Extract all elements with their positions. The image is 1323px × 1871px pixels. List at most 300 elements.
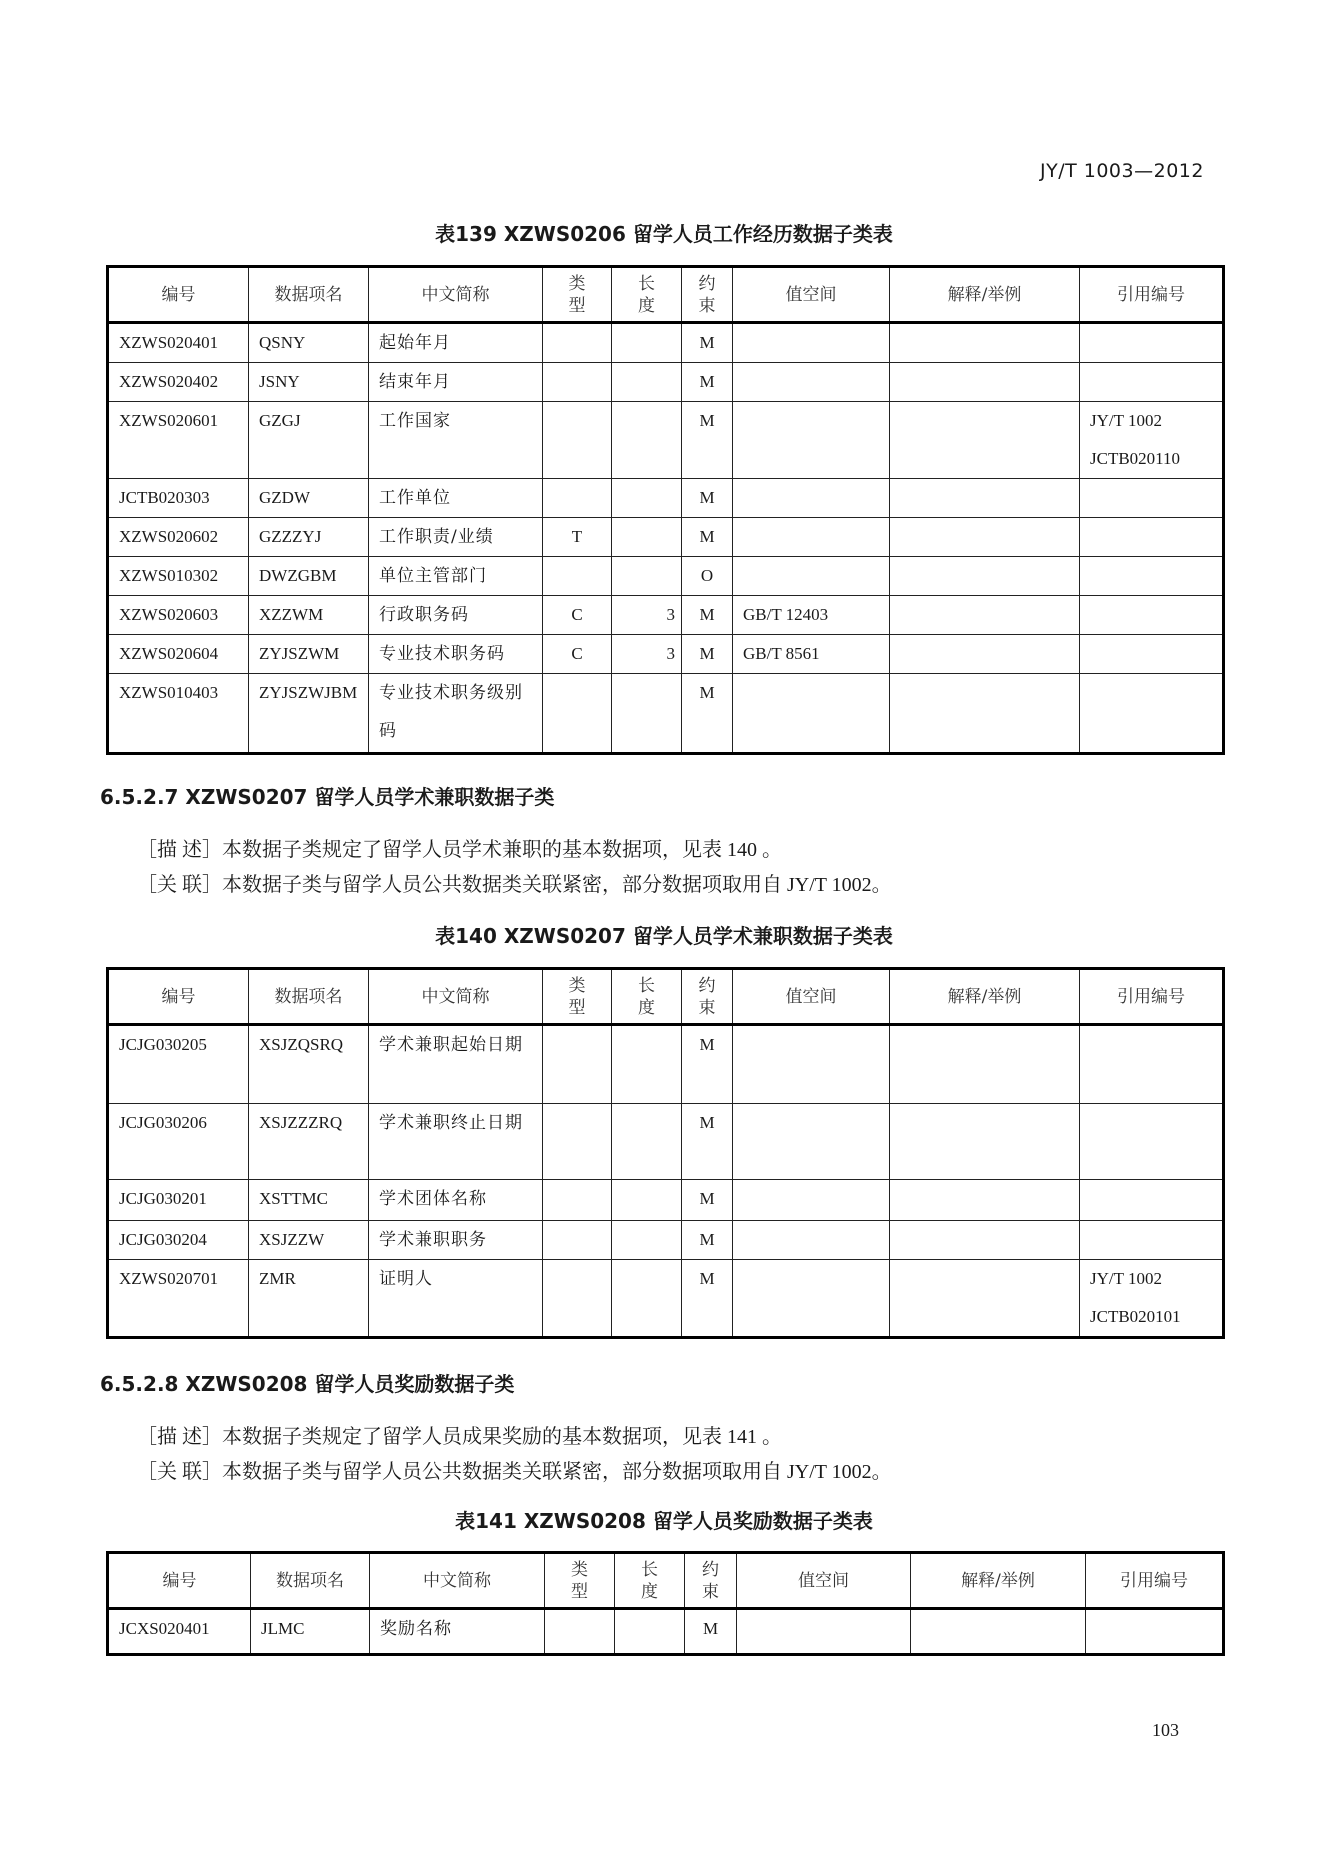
cell-name [249,1104,369,1180]
cell-constraint-text: M [699,372,715,391]
col-header-value-space-text: 值空间 [785,284,837,305]
cell-length [612,596,682,635]
cell-type [543,596,612,635]
col-header-length-text: 度 [638,997,655,1018]
cell-cn-text: 奖励名称 [380,1619,452,1639]
col-header-cn [370,1553,545,1609]
cell-id-text: JCXS020401 [119,1619,210,1638]
cell-length [612,635,682,674]
cell-name-text: XZZWM [259,605,324,624]
cell-length [615,1609,685,1655]
cell-constraint [682,1180,733,1221]
col-header-cn-text: 中文简称 [421,284,490,305]
cell-constraint [682,323,733,363]
cell-cn [369,479,543,518]
cell-type-text: C [571,605,583,624]
cell-type [543,1025,612,1104]
cell-name [249,596,369,635]
cell-type [543,479,612,518]
col-header-reference [1080,267,1224,323]
cell-id [108,596,249,635]
table-row [108,674,1224,754]
col-header-type-text: 类 [568,975,586,996]
cell-name [249,323,369,363]
cell-cn-text: 工作国家 [379,411,451,431]
col-header-id-text: 编号 [162,1570,197,1591]
cell-length [612,1260,682,1338]
cell-id-text: XZWS020603 [119,605,219,624]
cell-id [108,479,249,518]
cell-explanation [890,402,1080,479]
cell-value-space [733,635,890,674]
col-header-constraint-text: 束 [698,295,716,316]
cell-constraint [682,1221,733,1260]
cell-length [612,363,682,402]
cell-explanation [911,1609,1086,1655]
col-header-value-space [733,969,890,1025]
cell-id-text: XZWS010403 [119,683,219,702]
cell-cn [369,363,543,402]
cell-name-text: XSJZZZRQ [259,1113,343,1132]
col-header-name-text: 数据项名 [274,284,343,305]
table-141-title: 表141 XZWS0208 留学人员奖励数据子类表 [455,1509,873,1533]
cell-name-text: XSTTMC [259,1189,328,1208]
section-6527-relation: ［关 联］本数据子类与留学人员公共数据类关联紧密，部分数据项取用自 JY/T 1002。 [137,874,892,896]
col-header-reference-text: 引用编号 [1120,1570,1188,1591]
cell-cn-text: 单位主管部门 [379,566,487,586]
cell-constraint-text: M [699,411,715,430]
cell-length-text: 3 [666,605,675,624]
cell-constraint [682,363,733,402]
cell-type [543,1221,612,1260]
cell-constraint-text: M [699,1269,715,1288]
cell-length [612,1025,682,1104]
col-header-length-text: 度 [641,1581,658,1602]
cell-name [249,1221,369,1260]
cell-reference [1080,635,1224,674]
header-row [108,969,1224,1025]
cell-length [612,479,682,518]
cell-cn-text: 工作职责/业绩 [379,527,494,547]
cell-constraint [682,1104,733,1180]
table-row [108,323,1224,363]
reference-standard: JY/T 1002 [1090,1269,1162,1288]
table-row [108,479,1224,518]
cell-constraint [682,557,733,596]
table-row [108,557,1224,596]
col-header-id-text: 编号 [161,986,196,1007]
cell-id-text: JCJG030206 [119,1113,207,1132]
cell-name [249,1260,369,1338]
cell-constraint-text: M [699,683,715,702]
cell-value-space-text: GB/T 12403 [743,605,829,624]
table-139 [106,265,1225,755]
cell-name-text: ZMR [259,1269,296,1288]
cell-name-text: ZYJSZWM [259,644,340,663]
col-header-type [545,1553,615,1609]
cell-constraint-text: M [699,527,715,546]
col-header-length-text: 长 [638,975,655,996]
cell-value-space [733,1260,890,1338]
cell-type [543,674,612,754]
cell-name [249,1025,369,1104]
cell-type [543,518,612,557]
col-header-constraint [685,1553,737,1609]
cell-value-space [737,1609,911,1655]
section-6528-description: ［描 述］本数据子类规定了留学人员成果奖励的基本数据项，见表 141 。 [137,1426,782,1448]
col-header-constraint-text: 约 [698,273,716,294]
cell-id [108,1609,251,1655]
cell-name [249,1180,369,1221]
cell-reference [1080,323,1224,363]
cell-type [543,1260,612,1338]
col-header-constraint-text: 束 [702,1581,719,1602]
cell-value-space [733,596,890,635]
cell-cn [369,518,543,557]
cell-value-space [733,518,890,557]
col-header-constraint-text: 束 [698,997,716,1018]
cell-constraint-text: M [699,1035,715,1054]
cell-explanation [890,674,1080,754]
table-row [108,635,1224,674]
cell-cn-text: 学术兼职职务 [379,1230,487,1250]
cell-constraint-text: M [699,333,715,352]
cell-constraint [682,674,733,754]
cell-type [543,635,612,674]
cell-constraint [682,518,733,557]
col-header-constraint [682,267,733,323]
table-row [108,596,1224,635]
cell-length [612,557,682,596]
col-header-explanation-text: 解释/举例 [947,284,1022,305]
cell-id-text: JCJG030201 [119,1189,207,1208]
cell-constraint-text: O [700,566,714,585]
cell-constraint [682,1260,733,1338]
cell-type [545,1609,615,1655]
cell-cn-text: 工作单位 [379,488,451,508]
col-header-type-text: 类 [568,273,586,294]
cell-cn [369,1025,543,1104]
cell-id-text: XZWS020701 [119,1269,219,1288]
cell-length [612,518,682,557]
cell-name [249,635,369,674]
table-141 [106,1551,1225,1656]
section-6528-heading: 6.5.2.8 XZWS0208 留学人员奖励数据子类 [100,1372,515,1396]
col-header-cn [369,267,543,323]
cell-cn-text: 学术兼职起始日期 [379,1035,523,1055]
col-header-constraint-text: 约 [698,975,716,996]
cell-name [249,363,369,402]
cell-length [612,323,682,363]
col-header-id [108,1553,251,1609]
cell-constraint-text: M [702,1619,719,1638]
cell-constraint [682,402,733,479]
cell-value-space-text: GB/T 8561 [743,644,820,663]
col-header-type [543,969,612,1025]
col-header-length-text: 长 [638,273,655,294]
cell-reference [1080,479,1224,518]
cell-length [612,402,682,479]
cell-explanation [890,596,1080,635]
cell-id [108,518,249,557]
cell-reference [1080,518,1224,557]
cell-explanation [890,1221,1080,1260]
cell-value-space [733,1025,890,1104]
col-header-type [543,267,612,323]
cell-id [108,402,249,479]
cell-id [108,557,249,596]
reference-code: JCTB020110 [1090,449,1181,468]
cell-value-space [733,323,890,363]
page-number: 103 [1152,1720,1179,1740]
cell-id [108,635,249,674]
header-row [108,267,1224,323]
cell-id-text: JCJG030205 [119,1035,207,1054]
cell-name-text: JSNY [259,372,300,391]
table-row [108,518,1224,557]
cell-id-text: XZWS020601 [119,411,219,430]
cell-constraint-text: M [699,1230,715,1249]
cell-reference [1080,596,1224,635]
cell-name [249,674,369,754]
cell-type-text: T [571,527,583,546]
cell-id [108,1104,249,1180]
cell-constraint [682,479,733,518]
col-header-value-space [737,1553,911,1609]
cell-cn-text: 行政职务码 [379,605,469,625]
cell-length [612,1221,682,1260]
cell-name-text: XSJZQSRQ [259,1035,344,1054]
cell-explanation [890,557,1080,596]
cell-length [612,1180,682,1221]
cell-reference [1080,1260,1224,1338]
cell-length [612,674,682,754]
cell-id-text: JCJG030204 [119,1230,207,1249]
cell-value-space [733,674,890,754]
cell-name-text: GZGJ [259,411,301,430]
cell-reference [1086,1609,1224,1655]
cell-reference [1080,1180,1224,1221]
cell-name [249,518,369,557]
col-header-cn [369,969,543,1025]
cell-cn-text: 证明人 [379,1269,433,1289]
col-header-value-space [733,267,890,323]
cell-id [108,363,249,402]
cell-explanation [890,1180,1080,1221]
standard-code-header: JY/T 1003—2012 [1040,160,1204,182]
cell-name-text: QSNY [259,333,306,352]
cell-id-text: XZWS020602 [119,527,219,546]
cell-constraint [682,596,733,635]
cell-type [543,323,612,363]
cell-constraint [682,635,733,674]
col-header-length [612,267,682,323]
cell-explanation [890,1025,1080,1104]
col-header-explanation [911,1553,1086,1609]
cell-cn-text: 学术团体名称 [379,1189,487,1209]
cell-name [249,557,369,596]
col-header-name [249,267,369,323]
col-header-cn-text: 中文简称 [421,986,490,1007]
cell-constraint-text: M [699,1189,715,1208]
col-header-reference-text: 引用编号 [1117,986,1185,1007]
cell-constraint-text: M [699,488,715,507]
cell-constraint-text: M [699,605,715,624]
cell-value-space [733,1221,890,1260]
cell-cn [369,323,543,363]
col-header-reference-text: 引用编号 [1117,284,1185,305]
cell-cn-text: 专业技术职务级别码 [379,683,523,741]
col-header-constraint [682,969,733,1025]
table-row [108,1025,1224,1104]
cell-reference [1080,557,1224,596]
col-header-length-text: 度 [638,295,655,316]
cell-reference [1080,402,1224,479]
col-header-cn-text: 中文简称 [423,1570,491,1591]
cell-cn [369,402,543,479]
col-header-type-text: 型 [571,1581,588,1602]
table-140 [106,967,1225,1339]
col-header-name [249,969,369,1025]
col-header-explanation-text: 解释/举例 [947,986,1022,1007]
col-header-type-text: 型 [568,295,586,316]
cell-constraint-text: M [699,1113,715,1132]
cell-explanation [890,479,1080,518]
cell-type [543,363,612,402]
cell-cn-text: 学术兼职终止日期 [379,1113,523,1133]
col-header-name-text: 数据项名 [274,986,343,1007]
cell-name-text: XSJZZW [259,1230,325,1249]
cell-explanation [890,363,1080,402]
col-header-explanation [890,969,1080,1025]
cell-name [249,479,369,518]
cell-name-text: JLMC [261,1619,305,1638]
cell-name-text: GZDW [259,488,310,507]
col-header-length-text: 长 [641,1559,658,1580]
cell-cn [369,1180,543,1221]
cell-explanation [890,323,1080,363]
table-row [108,1104,1224,1180]
cell-value-space [733,1180,890,1221]
reference-code: JCTB020101 [1090,1307,1181,1326]
cell-cn [369,1104,543,1180]
cell-cn [369,635,543,674]
table-row [108,1609,1224,1655]
col-header-name [251,1553,370,1609]
cell-explanation [890,518,1080,557]
cell-name-text: DWZGBM [259,566,337,585]
cell-explanation [890,1104,1080,1180]
cell-reference [1080,363,1224,402]
cell-cn [369,1221,543,1260]
cell-type [543,1180,612,1221]
cell-id-text: XZWS020402 [119,372,219,391]
cell-cn [370,1609,545,1655]
table-140-title: 表140 XZWS0207 留学人员学术兼职数据子类表 [435,924,893,948]
cell-name-text: ZYJSZWJBM [259,683,358,702]
col-header-length [615,1553,685,1609]
cell-value-space [733,363,890,402]
cell-value-space [733,1104,890,1180]
col-header-id [108,267,249,323]
cell-explanation [890,1260,1080,1338]
col-header-value-space-text: 值空间 [785,986,837,1007]
cell-reference [1080,1025,1224,1104]
col-header-explanation-text: 解释/举例 [961,1570,1035,1591]
cell-id-text: XZWS020401 [119,333,219,352]
cell-value-space [733,402,890,479]
cell-cn-text: 结束年月 [379,372,451,392]
cell-reference [1080,1221,1224,1260]
section-6527-heading: 6.5.2.7 XZWS0207 留学人员学术兼职数据子类 [100,785,555,809]
col-header-type-text: 型 [568,997,586,1018]
cell-id [108,1221,249,1260]
section-6528-relation: ［关 联］本数据子类与留学人员公共数据类关联紧密，部分数据项取用自 JY/T 1002。 [137,1461,892,1483]
col-header-value-space-text: 值空间 [798,1570,849,1591]
col-header-name-text: 数据项名 [276,1570,344,1591]
col-header-explanation [890,267,1080,323]
cell-name [251,1609,370,1655]
cell-type [543,1104,612,1180]
cell-constraint [685,1609,737,1655]
cell-cn [369,557,543,596]
cell-type [543,557,612,596]
cell-cn-text: 专业技术职务码 [379,644,505,664]
cell-id [108,674,249,754]
cell-type [543,402,612,479]
table-row [108,363,1224,402]
table-139-title: 表139 XZWS0206 留学人员工作经历数据子类表 [435,222,893,246]
cell-length-text: 3 [666,644,675,663]
reference-standard: JY/T 1002 [1090,411,1162,430]
header-row [108,1553,1224,1609]
cell-cn [369,1260,543,1338]
table-row [108,1180,1224,1221]
cell-value-space [733,479,890,518]
cell-constraint-text: M [699,644,715,663]
col-header-id [108,969,249,1025]
col-header-reference [1080,969,1224,1025]
cell-name [249,402,369,479]
col-header-id-text: 编号 [161,284,196,305]
cell-cn-text: 起始年月 [379,333,451,353]
cell-name-text: GZZZYJ [259,527,322,546]
cell-cn [369,596,543,635]
cell-id [108,1260,249,1338]
cell-reference [1080,1104,1224,1180]
cell-cn [369,674,543,754]
cell-explanation [890,635,1080,674]
cell-id-text: XZWS020604 [119,644,219,663]
cell-id [108,1180,249,1221]
col-header-length [612,969,682,1025]
section-6527-description: ［描 述］本数据子类规定了留学人员学术兼职的基本数据项，见表 140 。 [137,839,782,861]
cell-id [108,1025,249,1104]
table-row [108,1260,1224,1338]
col-header-constraint-text: 约 [702,1559,719,1580]
cell-reference [1080,674,1224,754]
table-row [108,1221,1224,1260]
cell-id [108,323,249,363]
table-row [108,402,1224,479]
col-header-reference [1086,1553,1224,1609]
cell-id-text: JCTB020303 [119,488,210,507]
cell-type-text: C [571,644,583,663]
cell-id-text: XZWS010302 [119,566,219,585]
cell-value-space [733,557,890,596]
cell-length [612,1104,682,1180]
col-header-type-text: 类 [571,1559,588,1580]
